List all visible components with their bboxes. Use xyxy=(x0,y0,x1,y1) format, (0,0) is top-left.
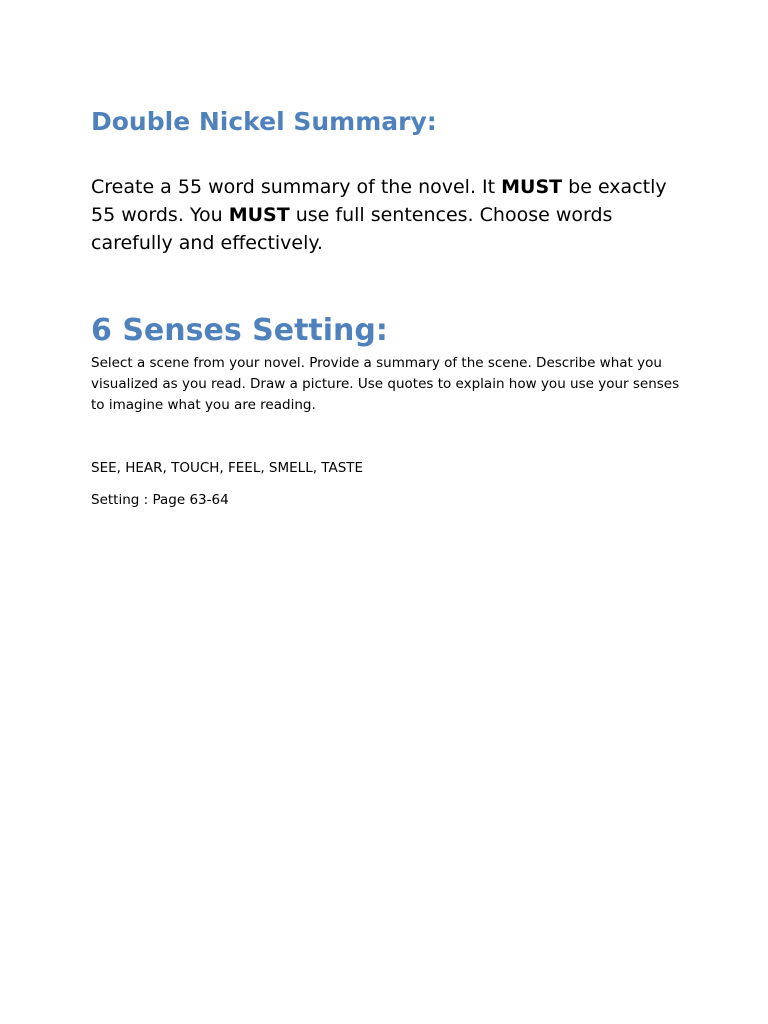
must-emphasis-1: MUST xyxy=(501,176,563,198)
senses-setting-instructions: Select a scene from your novel. Provide a summary of the scene. Describe what you visualized as you read. Draw a picture. Use quotes to explain how you use your senses to imagine what you are reading. xyxy=(91,355,680,413)
senses-list: SEE, HEAR, TOUCH, FEEL, SMELL, TASTE xyxy=(91,460,364,476)
must-emphasis-2: MUST xyxy=(228,204,290,226)
instructions-text-1: Create a 55 word summary of the novel. It xyxy=(91,176,502,198)
instructions-text-3: use full sentences. Choose words carefully and effectively. xyxy=(91,204,613,254)
senses-setting-heading: 6 Senses Setting: xyxy=(91,313,388,348)
instructions-text-2: be exactly 55 words. You xyxy=(91,176,667,226)
double-nickel-instructions xyxy=(91,173,681,257)
setting-page-reference: Setting : Page 63-64 xyxy=(91,492,229,508)
double-nickel-heading: Double Nickel Summary: xyxy=(91,107,437,136)
